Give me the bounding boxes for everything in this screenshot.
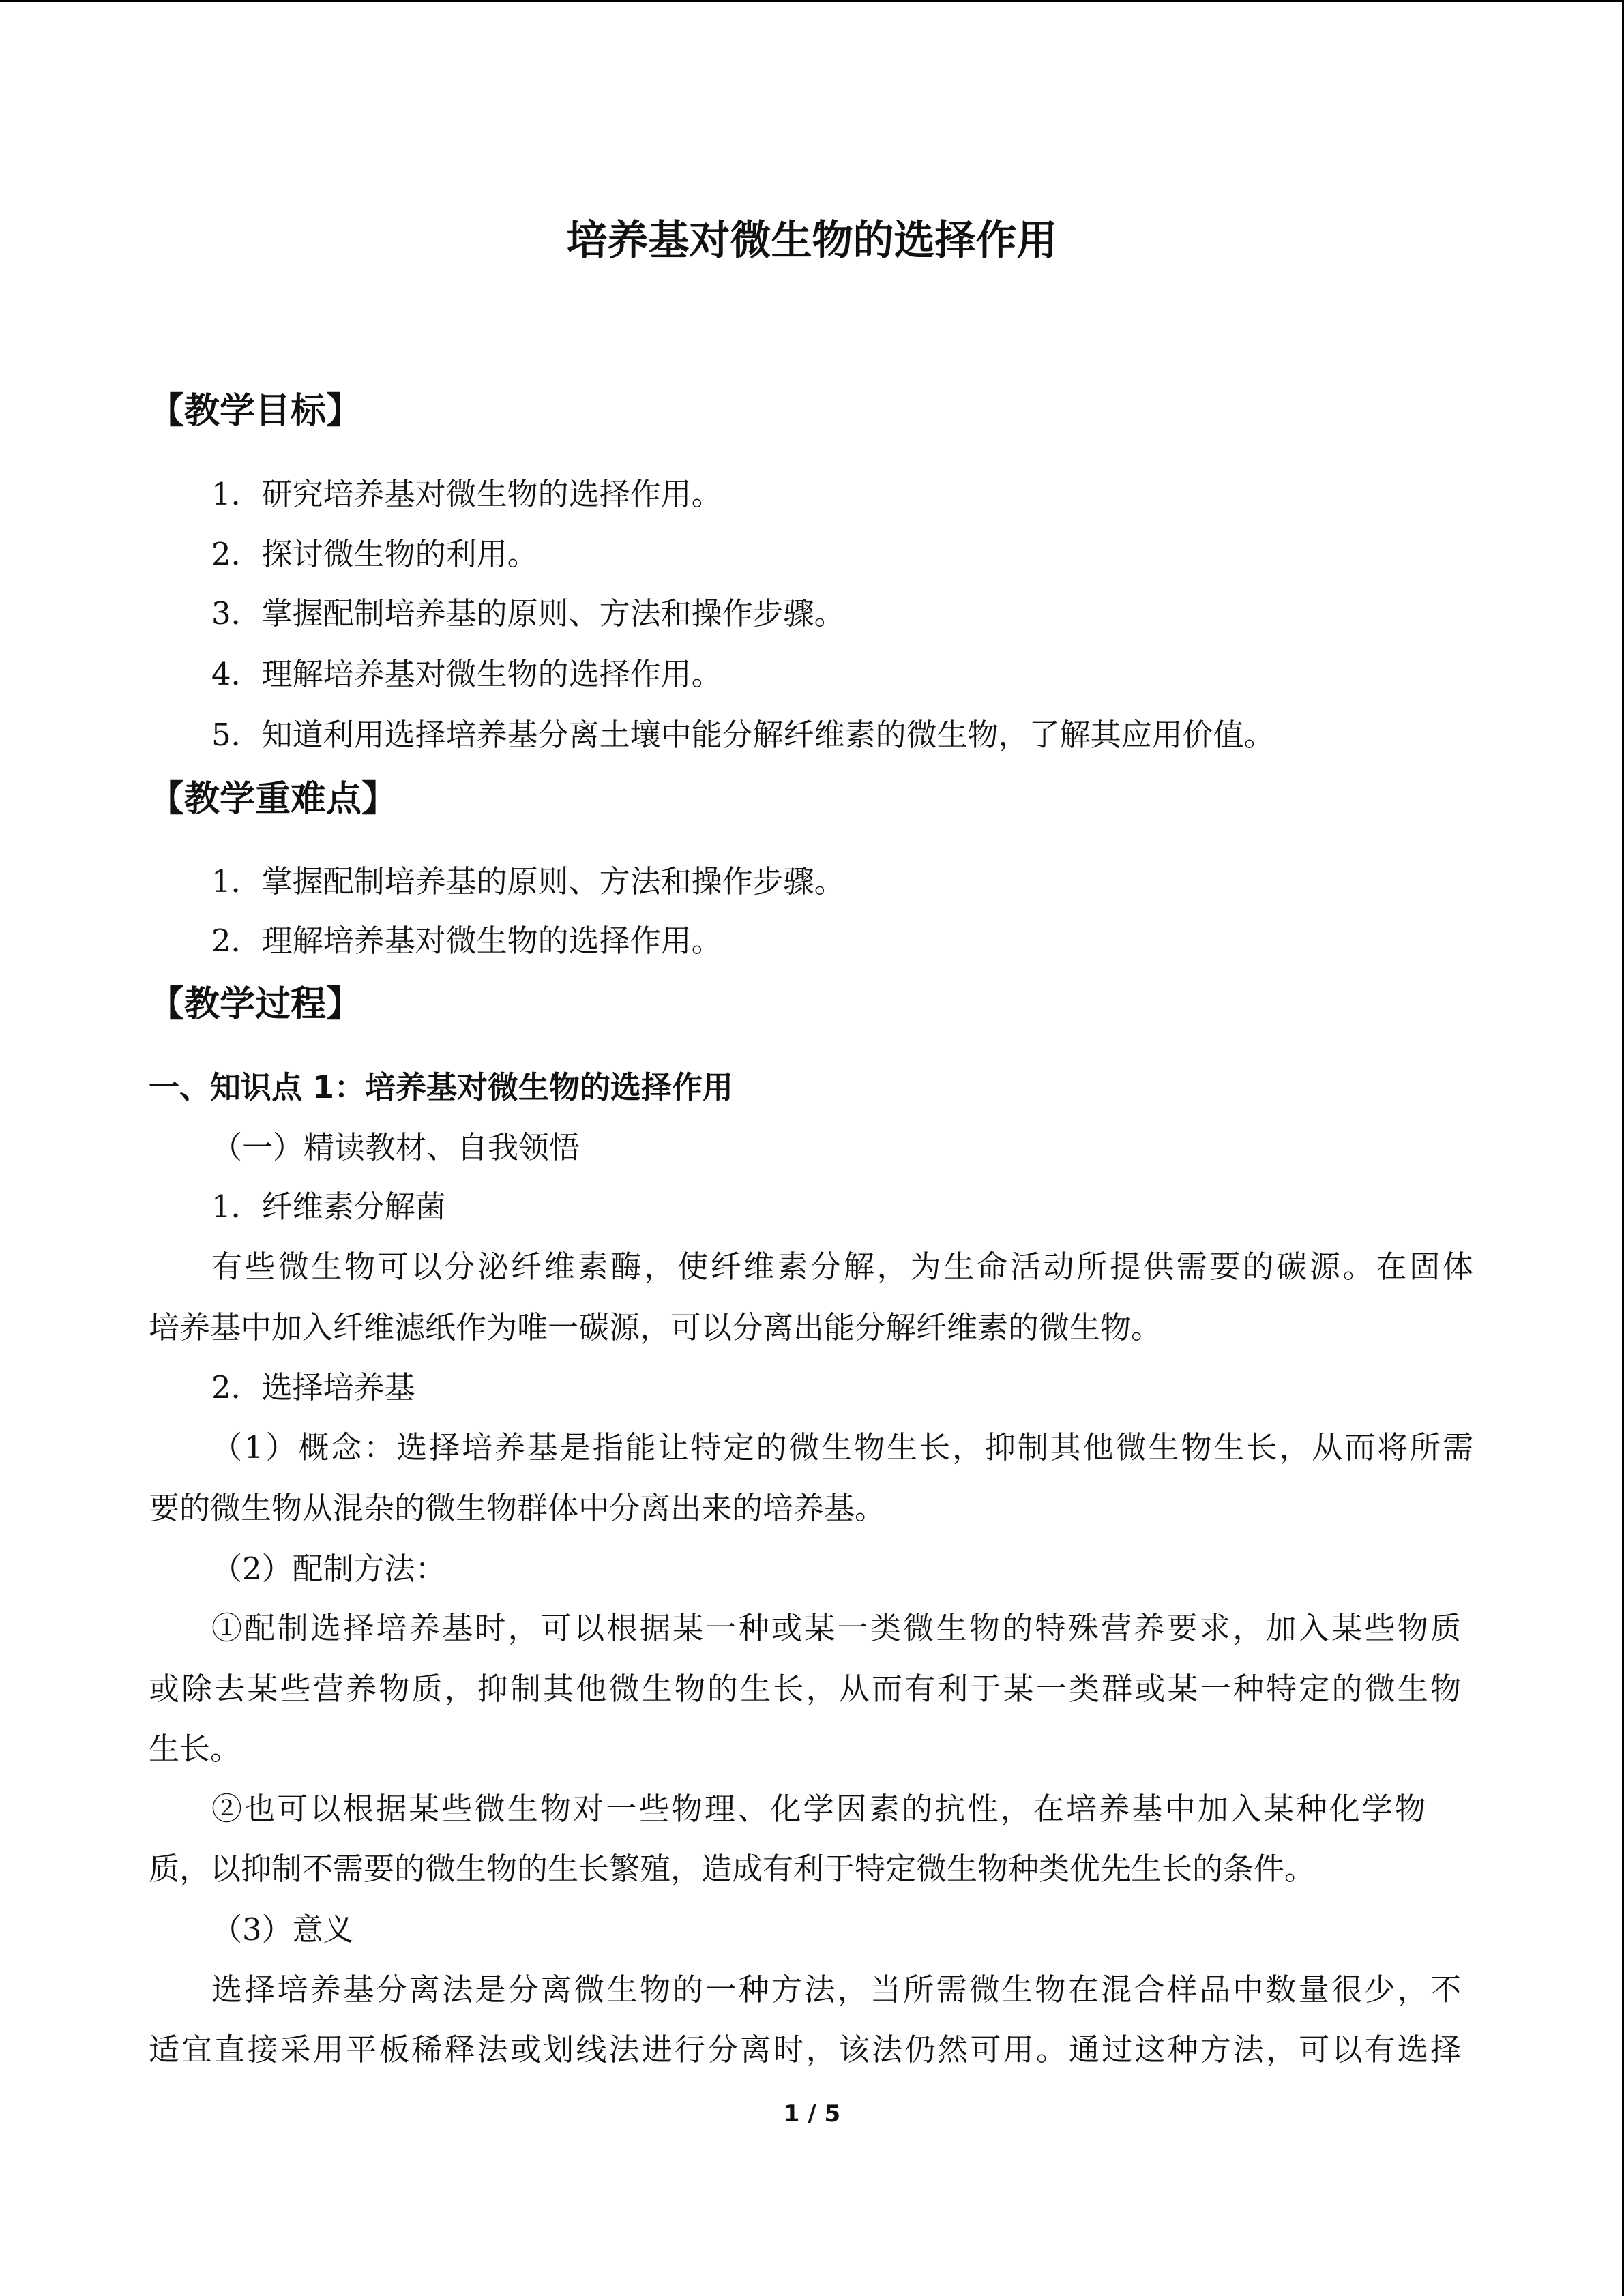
paragraph-cellulose-line-1: 有些微生物可以分泌纤维素酶，使纤维素分解，为生命活动所提供需要的碳源。在固体: [211, 1249, 1473, 1285]
paragraph-concept-line-1: （1）概念：选择培养基是指能让特定的微生物生长，抑制其他微生物生长，从而将所需: [211, 1429, 1473, 1465]
goal-item-5: 5．知道利用选择培养基分离土壤中能分解纤维素的微生物，了解其应用价值。: [211, 717, 1275, 753]
page-frame-top: [0, 0, 1624, 2]
key-point-item-1: 1．掌握配制培养基的原则、方法和操作步骤。: [211, 863, 845, 899]
knowledge-point-heading: 一、知识点 1：培养基对微生物的选择作用: [149, 1069, 733, 1105]
page-number: 1 / 5: [783, 2100, 841, 2128]
paragraph-meaning-line-1: 选择培养基分离法是分离微生物的一种方法，当所需微生物在混合样品中数量很少，不: [211, 1971, 1461, 2008]
key-point-item-2: 2．理解培养基对微生物的选择作用。: [211, 923, 722, 959]
method-title: （2）配制方法：: [211, 1551, 446, 1587]
paragraph-cellulose-line-2: 培养基中加入纤维滤纸作为唯一碳源，可以分离出能分解纤维素的微生物。: [149, 1309, 1162, 1345]
item-title-cellulose: 1．纤维素分解菌: [211, 1189, 446, 1225]
item-title-selective-medium: 2．选择培养基: [211, 1369, 415, 1405]
paragraph-concept-line-2: 要的微生物从混杂的微生物群体中分离出来的培养基。: [149, 1490, 886, 1526]
paragraph-method-1-line-2: 或除去某些营养物质，抑制其他微生物的生长，从而有利于某一类群或某一种特定的微生物: [149, 1671, 1461, 1707]
paragraph-method-1-line-3: 生长。: [149, 1731, 241, 1767]
paragraph-method-2-line-2: 质，以抑制不需要的微生物的生长繁殖，造成有利于特定微生物种类优先生长的条件。: [149, 1851, 1316, 1887]
goal-item-3: 3．掌握配制培养基的原则、方法和操作步骤。: [211, 595, 845, 631]
goal-item-4: 4．理解培养基对微生物的选择作用。: [211, 656, 722, 692]
meaning-title: （3）意义: [211, 1911, 354, 1948]
paragraph-meaning-line-2: 适宜直接采用平板稀释法或划线法进行分离时，该法仍然可用。通过这种方法，可以有选择: [149, 2031, 1461, 2068]
section-heading-goals: 【教学目标】: [149, 391, 362, 432]
paragraph-method-2-line-1: ②也可以根据某些微生物对一些物理、化学因素的抗性，在培养基中加入某种化学物: [211, 1791, 1426, 1827]
paragraph-method-1-line-1: ①配制选择培养基时，可以根据某一种或某一类微生物的特殊营养要求，加入某些物质: [211, 1610, 1461, 1646]
section-heading-process: 【教学过程】: [149, 984, 362, 1025]
goal-item-1: 1．研究培养基对微生物的选择作用。: [211, 476, 722, 512]
document-title: 培养基对微生物的选择作用: [566, 217, 1058, 265]
goal-item-2: 2．探讨微生物的利用。: [211, 536, 538, 572]
section-heading-key-points: 【教学重难点】: [149, 779, 398, 820]
subsection-heading: （一）精读教材、自我领悟: [211, 1129, 580, 1165]
